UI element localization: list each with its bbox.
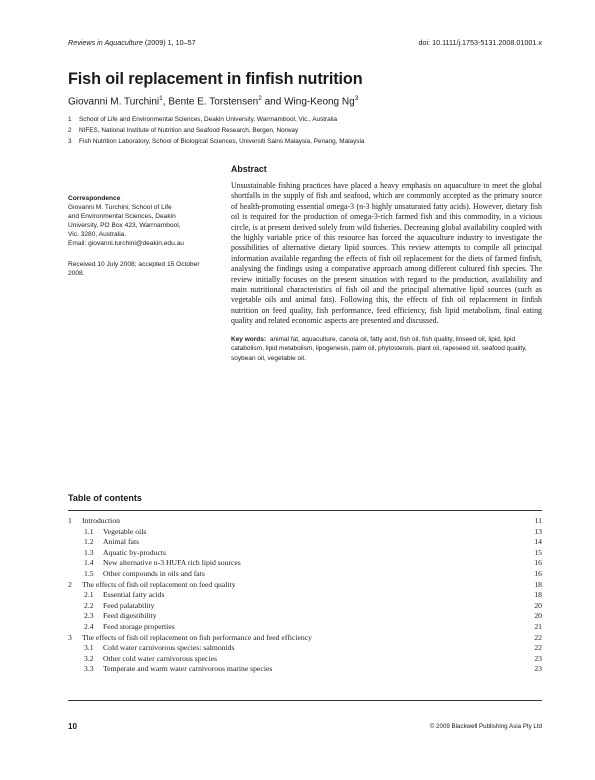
toc-entry-title: Essential fatty acids	[103, 590, 165, 600]
toc-entry-number: 2.1	[84, 590, 94, 600]
received-line: 2008.	[68, 269, 85, 277]
keywords-list: animal fat, aquaculture, canola oil, fatty acid, fish oil, fish quality, linseed oil, lipid, lipid catabolism, lipid metabolism, lipogenesis, palm oil, phytosterols, plant oil, rapeseed oil, seafood quality, soybean oil, vegetable oil.	[231, 335, 527, 362]
author-name: Bente E. Torstensen	[168, 96, 259, 108]
toc-entry-page: 23	[534, 653, 542, 663]
toc-entry-title: Feed storage properties	[103, 621, 175, 631]
author-affiliation-mark: 1	[159, 95, 163, 102]
affiliation-number: 2	[68, 127, 72, 134]
toc-entry-page: 22	[534, 643, 542, 653]
toc-entry-page: 14	[534, 537, 542, 547]
affiliation-text: School of Life and Environmental Sciences, Deakin University, Warrnambool, Vic., Australia	[79, 116, 338, 123]
received-dates	[68, 260, 218, 278]
toc-entry-page: 18	[534, 579, 542, 589]
doi[interactable]: doi: 10.1111/j.1753-5131.2008.01001.x	[418, 38, 542, 47]
volume-info: (2009) 1, 10–57	[144, 38, 196, 47]
toc-entry[interactable]	[68, 611, 542, 622]
page-footer	[68, 722, 542, 734]
affiliation	[68, 136, 364, 147]
author-separator: ,	[162, 96, 169, 108]
keywords	[231, 335, 542, 363]
toc-entry-title: Temperate and warm water carnivorous marine species	[103, 664, 273, 674]
author-affiliation-mark: 3	[354, 95, 359, 102]
toc-entry-title: Other cold water carnivorous species	[103, 653, 217, 663]
toc-entry-title: Feed digestibility	[103, 611, 157, 621]
toc-entry-number: 1.2	[84, 537, 94, 547]
toc-bottom-rule	[68, 700, 542, 701]
toc-entry[interactable]	[68, 633, 542, 644]
toc-entry-title: The effects of fish oil replacement on feed quality	[82, 579, 236, 589]
toc-entry[interactable]	[68, 590, 542, 601]
running-header	[68, 38, 542, 50]
abstract-section	[231, 164, 542, 363]
affiliation	[68, 125, 364, 136]
toc-entry-page: 11	[534, 516, 542, 525]
toc-entry[interactable]	[68, 643, 542, 654]
author-affiliation-mark: 2	[258, 95, 262, 102]
toc-entry[interactable]	[68, 537, 542, 548]
toc-entry-title: New alternative n-3 HUFA rich lipid sources	[103, 558, 241, 568]
correspondence-line: University, PO Box 423, Warrnambool,	[68, 222, 181, 230]
affiliation-number: 1	[68, 116, 72, 123]
toc-entry-number: 1.1	[84, 526, 94, 536]
correspondence-sidebar	[68, 194, 218, 278]
toc-entry-number: 1	[68, 516, 72, 525]
toc-entry-page: 16	[534, 558, 542, 568]
toc-entry-page: 15	[534, 547, 542, 557]
abstract-heading: Abstract	[231, 164, 267, 174]
toc-entry-number: 2.3	[84, 611, 94, 621]
toc-entry-number: 3.2	[84, 653, 94, 663]
copyright-notice: © 2009 Blackwell Publishing Asia Pty Ltd	[429, 723, 542, 730]
toc-entry-page: 16	[534, 568, 542, 578]
toc-entry-number: 1.4	[84, 558, 94, 568]
toc-entry-page: 23	[534, 664, 542, 674]
affiliation-text: NIFES, National Institute of Nutrition and Seafood Research, Bergen, Norway	[79, 127, 299, 134]
toc-entry[interactable]	[68, 516, 542, 527]
toc-entry[interactable]	[68, 569, 542, 580]
toc-entry[interactable]	[68, 601, 542, 612]
toc-entry-page: 20	[534, 611, 542, 621]
author-name: Giovanni M. Turchini	[68, 96, 160, 108]
correspondence-heading: Correspondence	[68, 195, 121, 202]
toc-entry-number: 2	[68, 579, 72, 589]
toc-entry[interactable]	[68, 580, 542, 591]
journal-name: Reviews in Aquaculture	[68, 38, 143, 47]
page-number: 10	[68, 722, 77, 731]
table-of-contents	[68, 516, 542, 675]
toc-entry-page: 22	[534, 632, 542, 642]
affiliation-number: 3	[68, 138, 72, 145]
correspondence-line: and Environmental Sciences, Deakin	[68, 213, 176, 221]
toc-entry-title: Other compounds in oils and fats	[103, 568, 205, 578]
toc-entry-page: 18	[534, 590, 542, 600]
author-list	[68, 95, 358, 107]
toc-entry-number: 3	[68, 632, 72, 642]
toc-entry[interactable]	[68, 548, 542, 559]
affiliation	[68, 114, 364, 125]
journal-citation	[68, 38, 196, 47]
toc-entry-title: Cold water carnivorous species: salmonids	[103, 643, 235, 653]
toc-entry-title: Feed palatability	[103, 600, 155, 610]
toc-entry-number: 1.5	[84, 568, 94, 578]
abstract-body: Unsustainable fishing practices have placed a heavy emphasis on aquaculture to meet the global shortfalls in the supply of fish and seafood, which are commonly accepted as the primary source of health-promoting essential omega-3 (n-3 highly unsaturated fatty acids). However, dietary fish oil is required for the production of omega-3-rich farmed fish and this commodity, in a vicious circle, is at present derived solely from wild fisheries. Decreasing global availability coupled with the highly variable price of this resource has forced the aquaculture industry to investigate the possibilities of alternative dietary lipid sources. This review attempts to compile all principal information available regarding the effects of fish oil replacement for the diets of farmed finfish, analysing the findings using a comparative approach among different cultured fish species. The review initially focuses on the present situation with regard to the production, availability and main nutritional characteristics of fish oil and the principal alternative lipid sources (such as vegetable oils and animal fats). Following this, the effects of fish oil replacement in finfish nutrition on feed quality, fish performance, feed efficiency, fish lipid metabolism, final eating quality and related economic aspects are presented and discussed.	[231, 181, 542, 326]
article-title: Fish oil replacement in finfish nutrition	[68, 70, 363, 88]
toc-entry-title: Aquatic by-products	[103, 547, 166, 557]
author-name: Wing-Keong Ng	[284, 96, 355, 108]
toc-entry-number: 3.3	[84, 664, 94, 674]
toc-entry-title: Animal fats	[103, 537, 140, 547]
toc-heading: Table of contents	[68, 493, 142, 503]
toc-entry[interactable]	[68, 664, 542, 675]
affiliation-list	[68, 114, 364, 147]
toc-entry-number: 2.2	[84, 600, 94, 610]
affiliation-text: Fish Nutrition Laboratory, School of Biological Sciences, Universiti Sains Malaysia, Penang, Malaysia	[79, 138, 365, 145]
keywords-label: Key words:	[231, 335, 267, 343]
toc-entry[interactable]	[68, 654, 542, 665]
toc-entry-title: Vegetable oils	[103, 526, 147, 536]
correspondence-line: Vic. 3280, Australia.	[68, 231, 127, 239]
toc-entry-title: Introduction	[82, 516, 121, 525]
correspondence-line: Giovanni M. Turchini, School of Life	[68, 204, 172, 212]
toc-entry-page: 21	[534, 621, 542, 631]
toc-entry[interactable]	[68, 558, 542, 569]
toc-entry[interactable]	[68, 527, 542, 538]
toc-entry-page: 20	[534, 600, 542, 610]
toc-entry-number: 1.3	[84, 547, 94, 557]
received-line: Received 10 July 2008; accepted 15 October	[68, 260, 200, 268]
author-separator: and	[261, 96, 285, 108]
correspondence-email[interactable]: Email: giovanni.turchini@deakin.edu.au	[68, 240, 184, 248]
toc-entry-page: 13	[534, 526, 542, 536]
toc-entry-number: 2.4	[84, 621, 94, 631]
toc-entry-title: The effects of fish oil replacement on fish performance and feed efficiency	[82, 632, 313, 642]
toc-entry[interactable]	[68, 622, 542, 633]
toc-entry-number: 3.1	[84, 643, 94, 653]
toc-top-rule	[68, 510, 542, 511]
